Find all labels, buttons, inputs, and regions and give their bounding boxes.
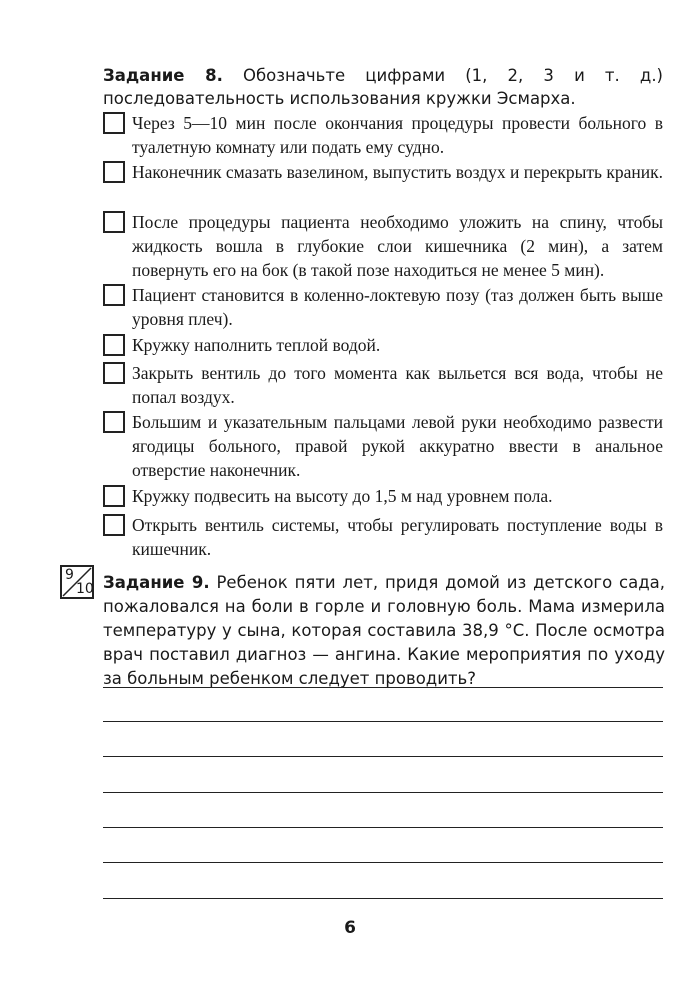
answer-line[interactable] [103, 827, 663, 828]
answer-line[interactable] [103, 862, 663, 863]
order-checkbox[interactable] [103, 362, 125, 384]
order-checkbox[interactable] [103, 485, 125, 507]
order-checkbox[interactable] [103, 112, 125, 134]
task8-heading [103, 64, 663, 110]
answer-line[interactable] [103, 756, 663, 757]
order-checkbox[interactable] [103, 284, 125, 306]
score-numerator: 9 [65, 567, 74, 583]
answer-line[interactable] [103, 721, 663, 722]
item-text: Через 5—10 мин после окончания процедуры провести больного в туалетную комнату или подать ему судно. [132, 113, 663, 157]
task9-label: Задание 9. [103, 573, 210, 592]
task8-label: Задание 8. [103, 66, 223, 85]
item-text: Наконечник смазать вазелином, выпустить воздух и перекрыть краник. [132, 162, 663, 182]
score-badge [60, 565, 94, 599]
item-text: Кружку наполнить теплой водой. [132, 335, 381, 355]
item-text: Пациент становится в коленно-локтевую позу (таз должен быть выше уровня плеч). [132, 285, 663, 329]
item-text: Кружку подвесить на высоту до 1,5 м над уровнем пола. [132, 486, 553, 506]
page-number: 6 [344, 918, 356, 938]
item-text: Открыть вентиль системы, чтобы регулировать поступление воды в кишечник. [132, 515, 663, 559]
order-checkbox[interactable] [103, 211, 125, 233]
order-checkbox[interactable] [103, 411, 125, 433]
answer-line[interactable] [103, 792, 663, 793]
order-checkbox[interactable] [103, 161, 125, 183]
item-text: После процедуры пациента необходимо уложить на спину, чтобы жидкость вошла в глубокие слои кишечника (2 мин), а затем повернуть его на бок (в такой позе находиться не менее 5 мин). [132, 212, 663, 280]
order-checkbox[interactable] [103, 334, 125, 356]
item-text: Большим и указательным пальцами левой руки необходимо развести ягодицы больного, правой рукой аккуратно ввести в анальное отверстие наконечник. [132, 412, 663, 480]
task8-instruction: Обозначьте цифрами (1, 2, 3 и т. д.) последовательность использования кружки Эсмарха. [103, 66, 663, 108]
score-denominator: 10 [76, 581, 94, 597]
answer-line[interactable] [103, 687, 663, 688]
order-checkbox[interactable] [103, 514, 125, 536]
item-text: Закрыть вентиль до того момента как выльется вся вода, чтобы не попал воздух. [132, 363, 663, 407]
task9-heading [103, 571, 665, 691]
answer-line[interactable] [103, 898, 663, 899]
task9-question: Ребенок пяти лет, придя домой из детского сада, пожаловался на боли в горле и головную боль. Мама измерила температуру у сына, которая составила 38,9 °С. После осмотра врач поставил диагноз — ангина. Какие мероприятия по уходу за больным ребенком следует проводить? [103, 573, 666, 688]
